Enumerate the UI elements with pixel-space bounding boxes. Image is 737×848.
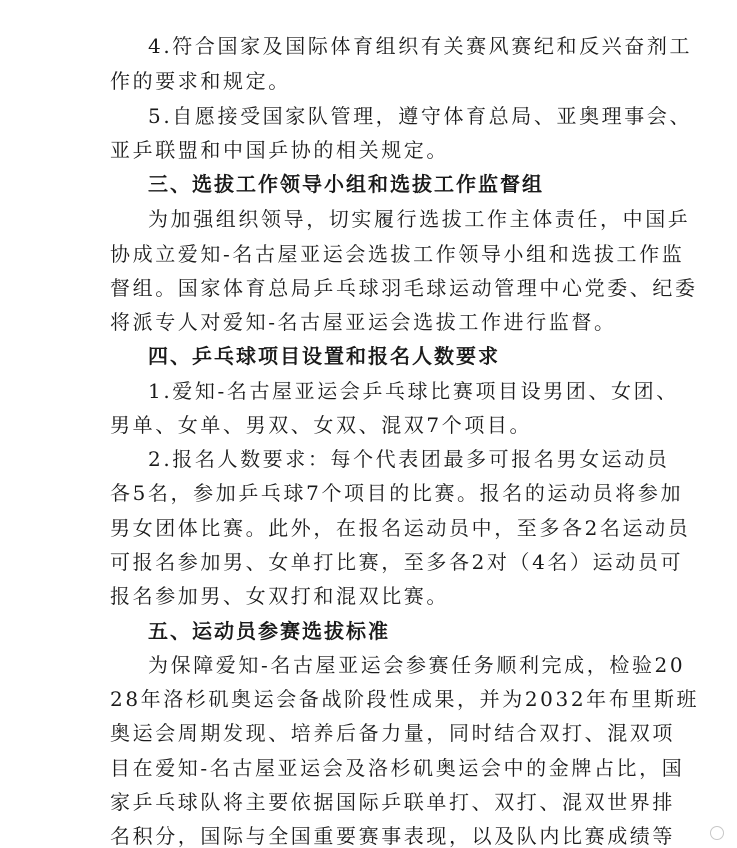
paragraph-line: 1.爱知-名古屋亚运会乒乓球比赛项目设男团、女团、 xyxy=(148,379,679,403)
paragraph-line: 男单、女单、男双、女双、混双7个项目。 xyxy=(110,413,533,437)
paragraph-line: 5.自愿接受国家队管理，遵守体育总局、亚奥理事会、 xyxy=(148,104,693,128)
paragraph-line: 各5名，参加乒乓球7个项目的比赛。报名的运动员将参加 xyxy=(110,481,684,505)
paragraph-line: 为保障爱知-名古屋亚运会参赛任务顺利完成，检验20 xyxy=(148,653,686,677)
paragraph-line: 28年洛杉矶奥运会备战阶段性成果，并为2032年布里斯班 xyxy=(110,687,700,711)
paragraph-line: 2.报名人数要求：每个代表团最多可报名男女运动员 xyxy=(148,447,670,471)
section-heading: 四、乒乓球项目设置和报名人数要求 xyxy=(148,344,500,368)
section-heading: 三、选拔工作领导小组和选拔工作监督组 xyxy=(148,172,544,196)
paragraph-line: 可报名参加男、女单打比赛，至多各2对（4名）运动员可 xyxy=(110,550,684,574)
watermark-logo-icon xyxy=(710,826,724,840)
paragraph-line: 将派专人对爱知-名古屋亚运会选拔工作进行监督。 xyxy=(110,310,617,334)
paragraph-line: 督组。国家体育总局乒乓球羽毛球运动管理中心党委、纪委 xyxy=(110,276,698,300)
paragraph-line: 作的要求和规定。 xyxy=(110,69,291,93)
paragraph-line: 奥运会周期发现、培养后备力量，同时结合双打、混双项 xyxy=(110,721,675,745)
paragraph-line: 4.符合国家及国际体育组织有关赛风赛纪和反兴奋剂工 xyxy=(148,34,693,58)
paragraph-line: 名积分，国际与全国重要赛事表现，以及队内比赛成绩等 xyxy=(110,824,675,848)
paragraph-line: 亚乒联盟和中国乒协的相关规定。 xyxy=(110,138,449,162)
paragraph-line: 为加强组织领导，切实履行选拔工作主体责任，中国乒 xyxy=(148,207,691,231)
paragraph-line: 目在爱知-名古屋亚运会及洛杉矶奥运会中的金牌占比，国 xyxy=(110,756,685,780)
paragraph-line: 男女团体比赛。此外，在报名运动员中，至多各2名运动员 xyxy=(110,516,691,540)
paragraph-line: 协成立爱知-名古屋亚运会选拔工作领导小组和选拔工作监 xyxy=(110,242,685,266)
paragraph-line: 报名参加男、女双打和混双比赛。 xyxy=(110,584,449,608)
paragraph-line: 家乒乓球队将主要依据国际乒联单打、双打、混双世界排 xyxy=(110,790,675,814)
section-heading: 五、运动员参赛选拔标准 xyxy=(148,619,390,643)
watermark xyxy=(710,825,727,840)
